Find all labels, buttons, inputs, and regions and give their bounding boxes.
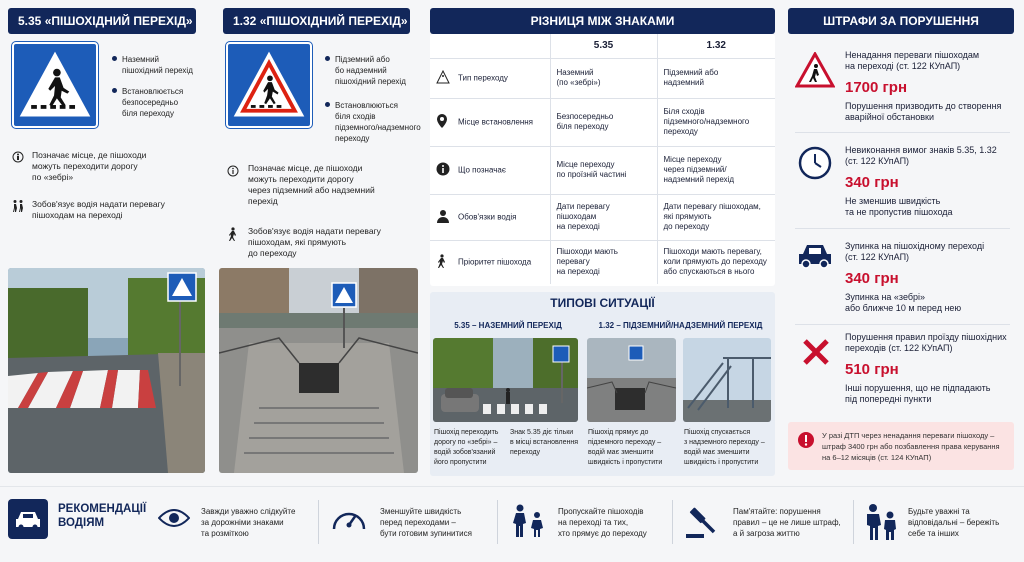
table-row <box>430 58 775 98</box>
family-icon <box>511 503 547 544</box>
col2-bullet-2: Встановлюються біля сходів підземного/надземного переходу <box>335 100 421 144</box>
typical-caption-4: Пішохід спускається з надземного переходу – водій має зменшити швидкість і пропустити <box>684 429 765 466</box>
typical-title: ТИПОВІ СИТУАЦІЇ <box>550 296 655 310</box>
alert-icon <box>798 432 814 453</box>
fine-3-price: 340 грн <box>845 270 899 287</box>
photo-car-zebra <box>433 338 578 422</box>
diff-cell-132: Біля сходів підземного/надземного переходу <box>657 98 775 146</box>
diff-row-label: Що позначає <box>458 165 506 175</box>
col1-desc-1: Позначає місце, де пішоходи можуть переходити дорогу по «зебрі» <box>32 150 147 182</box>
car-icon <box>797 242 833 275</box>
diff-row-label: Пріоритет пішохода <box>458 257 532 267</box>
photo-underpass-entry <box>587 338 676 422</box>
diff-cell-132: Дати перевагу пішоходам, які прямують до переходу <box>657 194 775 240</box>
warning-pedestrian-icon <box>795 52 835 93</box>
col2-desc-2: Зобов'язує водія надати перевагу пішоходам, які прямують до переходу <box>248 226 381 258</box>
col1-header <box>8 8 196 34</box>
cross-icon <box>801 337 831 372</box>
fine-3-head: Зупинка на пішохідному переході (ст. 122 КУпАП) <box>845 241 985 262</box>
col1-bullet-1: Наземний пішохідний перехід <box>122 54 193 76</box>
photo-zebra-crossing <box>8 268 205 473</box>
rec-item-2: Зменшуйте швидкість перед переходами – бути готовим зупинитися <box>380 507 472 538</box>
fine-1-head: Ненадання переваги пішоходам на переході (ст. 122 КУпАП) <box>845 50 980 71</box>
diff-cell-535: Дати перевагу пішоходам на переході <box>550 194 657 240</box>
info-icon <box>436 162 458 179</box>
diff-row-label: Тип переходу <box>458 73 508 83</box>
rec-divider <box>672 500 673 544</box>
diff-table-panel <box>430 34 775 286</box>
col1-bullet-2: Встановлюється безпосередньо біля переходу <box>122 86 183 119</box>
speedometer-icon <box>330 503 368 540</box>
sign-1-32 <box>226 42 312 128</box>
gavel-icon <box>684 504 720 545</box>
walking-person-icon <box>227 227 239 246</box>
driver-icon <box>436 209 458 226</box>
col2-header <box>223 8 410 34</box>
diff-cell-132: Місце переходу через підземний/ надземний перехід <box>657 146 775 194</box>
typical-sub-132: 1.32 – ПІДЗЕМНИЙ/НАДЗЕМНИЙ ПЕРЕХІД <box>598 321 763 330</box>
diff-row-label: Місце встановлення <box>458 117 534 127</box>
col2-bullet-1: Підземний або бо надземний пішохідний перехід <box>335 54 406 87</box>
crossing-type-icon <box>436 70 458 87</box>
location-pin-icon <box>436 114 458 131</box>
fine-2-head: Невиконання вимог знаків 5.35, 1.32 (ст. 122 КУпАП) <box>845 145 997 166</box>
pedestrians-icon <box>11 199 25 218</box>
diff-col-132: 1.32 <box>657 34 775 58</box>
table-row <box>430 194 775 240</box>
fine-2-note: Не зменшив швидкість та не пропустив пішохода <box>845 196 953 217</box>
fine-4-note: Інші порушення, що не підпадають під попередні пункти <box>845 383 991 404</box>
fine-3-note: Зупинка на «зебрі» або ближче 10 м перед нею <box>845 292 962 313</box>
car-badge-icon <box>8 499 48 544</box>
typical-caption-3: Пішохід прямує до підземного переходу – водій має зменшити швидкість і пропустити <box>588 429 663 466</box>
rec-title: РЕКОМЕНДАЦІЇ ВОДІЯМ <box>58 503 147 529</box>
col1-title: 5.35 «ПІШОХІДНИЙ ПЕРЕХІД» <box>18 14 193 28</box>
rec-divider <box>497 500 498 544</box>
col2-desc-1: Позначає місце, де пішоходи можуть переходити дорогу через підземний або надземний перехід <box>248 163 375 206</box>
table-row <box>430 146 775 194</box>
diff-header <box>430 8 775 34</box>
diff-title: РІЗНИЦЯ МІЖ ЗНАКАМИ <box>530 14 675 28</box>
diff-cell-132: Підземний або надземний <box>657 58 775 98</box>
people-icon <box>863 503 899 546</box>
diff-cell-535: Безпосередньо біля переходу <box>550 98 657 146</box>
fines-divider <box>795 324 1010 325</box>
rec-item-5: Будьте уважні та відповідальні – бережіть себе та інших <box>908 507 1000 538</box>
fine-4-price: 510 грн <box>845 361 899 378</box>
photo-underpass <box>219 268 418 473</box>
diff-cell-535: Місце переходу по проїзній частині <box>550 146 657 194</box>
fines-title: ШТРАФИ ЗА ПОРУШЕННЯ <box>823 14 979 28</box>
fine-1-price: 1700 грн <box>845 79 908 96</box>
rec-divider <box>318 500 319 544</box>
diff-cell-535: Пішоходи мають перевагу на переході <box>550 240 657 284</box>
table-row <box>430 98 775 146</box>
sign-5-35 <box>12 42 98 128</box>
diff-row-label: Обов'язки водія <box>458 212 517 222</box>
rec-item-4: Пам'ятайте: порушення правил – це не лише штраф, а й загроза життю <box>733 507 841 538</box>
fine-1-note: Порушення призводить до створення аварійної обстановки <box>845 101 1002 122</box>
rec-item-1: Завжди уважно слідкуйте за дорожніми знаками та розміткою <box>201 507 296 538</box>
clock-icon <box>798 146 832 185</box>
photo-overpass <box>683 338 771 422</box>
diff-col-535: 5.35 <box>550 34 657 58</box>
info-circle-icon <box>227 164 239 182</box>
eye-icon <box>158 508 190 533</box>
fines-alert <box>788 422 1014 470</box>
fines-header <box>788 8 1014 34</box>
rec-divider <box>853 500 854 544</box>
fine-2-price: 340 грн <box>845 174 899 191</box>
rec-item-3: Пропускайте пішоходів на переході та тих, хто прямує до переходу <box>558 507 647 538</box>
typical-caption-2: Знак 5.35 діє тільки в місці встановлення переходу <box>510 429 579 456</box>
col1-desc-2: Зобов'язує водія надати перевагу пішоходам на переході <box>32 199 165 220</box>
typical-caption-1: Пішохід переходить дорогу по «зебрі» – водій зобов'язаний його пропустити <box>434 429 499 466</box>
diff-cell-132: Пішоходи мають перевагу, коли прямують до переходу або спускаються в нього <box>657 240 775 284</box>
walk-circle-icon <box>12 150 24 168</box>
col2-title: 1.32 «ПІШОХІДНИЙ ПЕРЕХІД» <box>233 14 408 28</box>
fine-4-head: Порушення правил проїзду пішохідних переходів (ст. 122 КУпАП) <box>845 332 1007 353</box>
diff-cell-535: Наземний (по «зебрі») <box>550 58 657 98</box>
pedestrian-priority-icon <box>436 254 458 271</box>
fines-divider <box>795 228 1010 229</box>
fines-divider <box>795 132 1010 133</box>
alert-text: У разі ДТП через ненадання переваги пішоходу – штраф 3400 грн або позбавлення права керування на 6–12 місяців (ст. 124 КУпАП) <box>822 431 1000 462</box>
typical-sub-535: 5.35 – НАЗЕМНИЙ ПЕРЕХІД <box>454 321 562 330</box>
table-row <box>430 240 775 284</box>
